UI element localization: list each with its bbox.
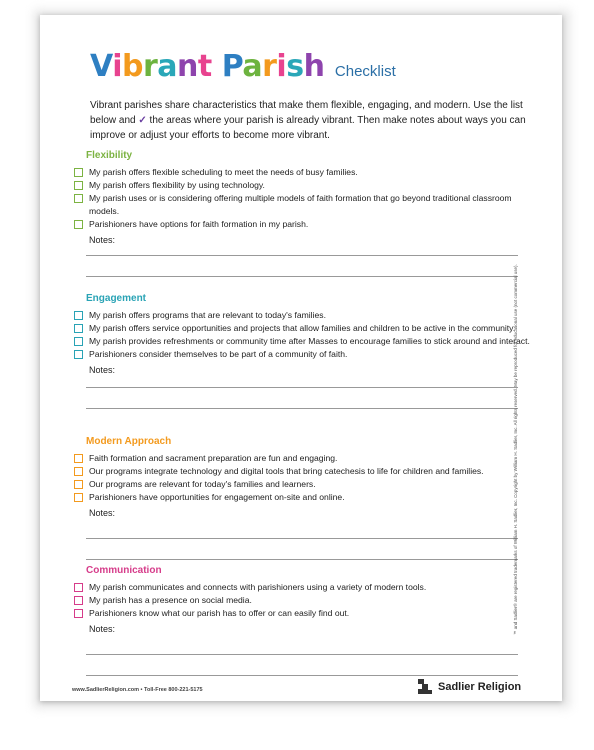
checklist-item xyxy=(74,322,544,335)
section-heading: Flexibility xyxy=(86,150,133,161)
title-main xyxy=(90,49,324,84)
notes-label: Notes: xyxy=(89,235,116,245)
checklist-item xyxy=(74,179,544,192)
title-letter: V xyxy=(90,49,113,84)
notes-line[interactable] xyxy=(86,539,518,560)
copyright-side-text: ™ and Sadlier® are registered trademarks of William H. Sadlier, Inc. Copyright by William H. Sadlier, Inc. All rights reserved. May be reproduced for educational use (not commercial use). xyxy=(513,264,518,635)
checklist-item xyxy=(74,452,544,465)
title-letter: i xyxy=(276,49,287,84)
checklist-item-text: Parishioners know what our parish has to offer or can easily find out. xyxy=(89,608,350,618)
checkbox[interactable] xyxy=(74,311,83,320)
notes-line[interactable] xyxy=(86,375,518,388)
checklist xyxy=(74,309,544,361)
title-letter: r xyxy=(142,49,158,84)
title-letter: t xyxy=(197,49,212,84)
checklist-item-text: My parish communicates and connects with parishioners using a variety of modern tools. xyxy=(89,582,427,592)
checklist-item xyxy=(74,335,544,348)
checklist-page xyxy=(40,15,562,701)
checkbox[interactable] xyxy=(74,596,83,605)
title-subtitle: Checklist xyxy=(334,63,396,80)
checkbox[interactable] xyxy=(74,480,83,489)
title-letter: b xyxy=(122,49,143,84)
section-heading: Communication xyxy=(86,565,162,576)
checklist-item xyxy=(74,607,544,620)
checklist-item-text: My parish offers programs that are relevant to today's families. xyxy=(89,310,326,320)
checkbox[interactable] xyxy=(74,181,83,190)
checkbox[interactable] xyxy=(74,324,83,333)
notes-line[interactable] xyxy=(86,518,518,539)
footer-contact: www.SadlierReligion.com • Toll-Free 800-221-5175 xyxy=(72,687,203,693)
checkbox[interactable] xyxy=(74,337,83,346)
checklist-item xyxy=(74,192,544,218)
section-flexibility xyxy=(74,150,544,277)
checkbox[interactable] xyxy=(74,168,83,177)
notes-line[interactable] xyxy=(86,634,518,655)
section-communication xyxy=(74,565,544,676)
checkmark-icon: ✓ xyxy=(138,115,147,126)
checkbox[interactable] xyxy=(74,583,83,592)
checklist-item-text: Our programs are relevant for today's families and learners. xyxy=(89,479,316,489)
checklist-item xyxy=(74,465,544,478)
checklist xyxy=(74,581,544,620)
notes-line[interactable] xyxy=(86,388,518,409)
checkbox[interactable] xyxy=(74,467,83,476)
checklist-item-text: My parish provides refreshments or community time after Masses to encourage families to stick around and interact. xyxy=(89,336,530,346)
checklist xyxy=(74,166,544,231)
checklist xyxy=(74,452,544,504)
notes-label: Notes: xyxy=(89,508,116,518)
section-modern-approach xyxy=(74,436,544,560)
logo-text: Sadlier Religion xyxy=(438,681,522,693)
intro-paragraph xyxy=(90,98,530,143)
checklist-item xyxy=(74,218,544,231)
checklist-item xyxy=(74,166,544,179)
title-letter: P xyxy=(221,49,243,84)
title-letter: i xyxy=(112,49,122,84)
checklist-item-text: Parishioners consider themselves to be part of a community of faith. xyxy=(89,349,348,359)
title-letter: a xyxy=(242,49,263,84)
checklist-item xyxy=(74,309,544,322)
section-heading: Modern Approach xyxy=(86,436,172,447)
notes-label: Notes: xyxy=(89,624,116,634)
checkbox[interactable] xyxy=(74,609,83,618)
title-letter: a xyxy=(157,49,178,84)
sadlier-mark-icon xyxy=(416,678,434,696)
page-title xyxy=(90,49,396,84)
checklist-item-text: My parish has a presence on social media. xyxy=(89,595,252,605)
checkbox[interactable] xyxy=(74,350,83,359)
section-engagement xyxy=(74,293,544,409)
checkbox[interactable] xyxy=(74,194,83,203)
intro-text-1: Vibrant parishes share characteristics that make them flexible, engaging, and modern. Use the list below and xyxy=(90,100,523,126)
section-heading: Engagement xyxy=(86,293,147,304)
checklist-item-text: Parishioners have options for faith formation in my parish. xyxy=(89,219,309,229)
notes-label: Notes: xyxy=(89,365,116,375)
title-letter xyxy=(212,49,222,84)
checklist-item-text: My parish offers service opportunities and projects that allow families and children to be active in the community. xyxy=(89,323,516,333)
checklist-item-text: My parish uses or is considering offering multiple models of faith formation that go beyond traditional classroom models. xyxy=(89,193,512,216)
title-letter: s xyxy=(286,49,304,84)
title-letter: h xyxy=(303,49,325,84)
checklist-item-text: Parishioners have opportunities for engagement on-site and online. xyxy=(89,492,345,502)
checklist-item xyxy=(74,491,544,504)
checkbox[interactable] xyxy=(74,454,83,463)
checklist-item-text: My parish offers flexibility by using technology. xyxy=(89,180,265,190)
title-letter: n xyxy=(177,49,198,84)
checklist-item-text: Our programs integrate technology and digital tools that bring catechesis to life for children and families. xyxy=(89,466,484,476)
checklist-item-text: My parish offers flexible scheduling to meet the needs of busy families. xyxy=(89,167,358,177)
checklist-item xyxy=(74,581,544,594)
checkbox[interactable] xyxy=(74,493,83,502)
title-letter: r xyxy=(262,49,277,84)
checklist-item-text: Faith formation and sacrament preparation are fun and engaging. xyxy=(89,453,338,463)
notes-line[interactable] xyxy=(86,256,518,277)
checklist-item xyxy=(74,478,544,491)
checklist-item xyxy=(74,348,544,361)
notes-line[interactable] xyxy=(86,655,518,676)
sadlier-logo xyxy=(416,678,521,696)
checkbox[interactable] xyxy=(74,220,83,229)
notes-line[interactable] xyxy=(86,245,518,256)
intro-text-2: the areas where your parish is already vibrant. Then make notes about ways you can improve or adjust your efforts to become more vibrant. xyxy=(90,115,526,141)
checklist-item xyxy=(74,594,544,607)
